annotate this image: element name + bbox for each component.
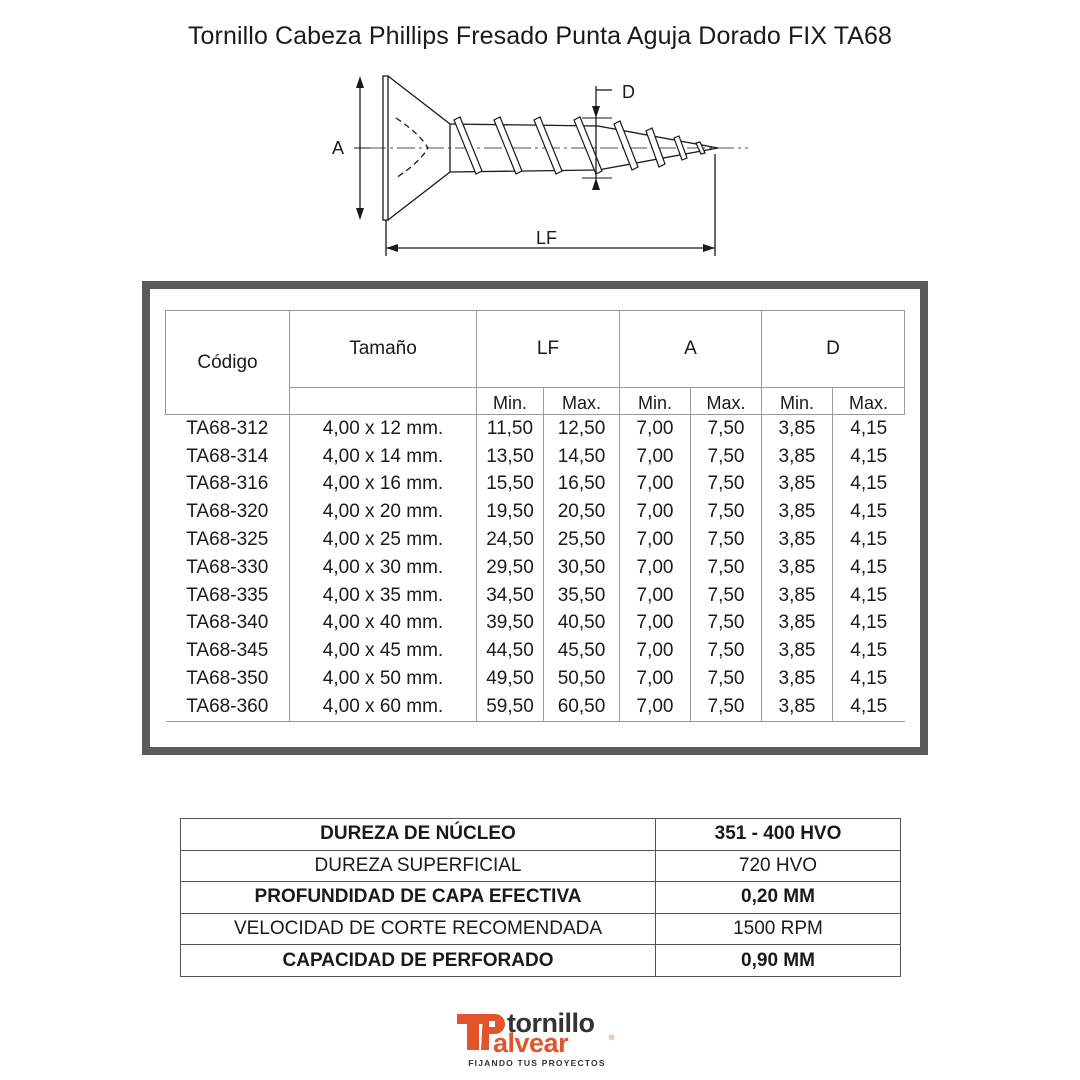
table-row xyxy=(166,693,905,721)
table-cell: 4,15 xyxy=(833,610,905,638)
property-value: 720 HVO xyxy=(656,850,901,882)
spec-table xyxy=(165,310,905,722)
table-cell: 3,85 xyxy=(762,693,833,721)
table-cell: 7,50 xyxy=(691,610,762,638)
table-cell: 3,85 xyxy=(762,554,833,582)
table-cell: 4,00 x 20 mm. xyxy=(290,498,477,526)
table-cell: 3,85 xyxy=(762,415,833,443)
table-cell: 4,00 x 14 mm. xyxy=(290,443,477,471)
logo-tagline: FIJANDO TUS PROYECTOS xyxy=(468,1058,606,1068)
table-cell: TA68-360 xyxy=(166,693,290,721)
header-a-min: Min. xyxy=(620,388,691,415)
table-cell: 19,50 xyxy=(477,498,544,526)
table-cell: 3,85 xyxy=(762,443,833,471)
table-cell: 7,00 xyxy=(620,693,691,721)
table-row xyxy=(166,471,905,499)
header-a-max: Max. xyxy=(691,388,762,415)
table-cell: TA68-330 xyxy=(166,554,290,582)
table-cell: 7,00 xyxy=(620,443,691,471)
table-cell: 7,50 xyxy=(691,637,762,665)
table-cell: 34,50 xyxy=(477,582,544,610)
table-row xyxy=(166,610,905,638)
table-cell: 30,50 xyxy=(544,554,620,582)
table-cell: 4,00 x 16 mm. xyxy=(290,471,477,499)
table-cell: 7,50 xyxy=(691,665,762,693)
property-row xyxy=(181,882,901,914)
table-row xyxy=(166,443,905,471)
header-d: D xyxy=(762,311,905,388)
header-d-min: Min. xyxy=(762,388,833,415)
table-cell: 4,15 xyxy=(833,693,905,721)
table-cell: 14,50 xyxy=(544,443,620,471)
table-cell: 3,85 xyxy=(762,637,833,665)
table-cell: 4,00 x 50 mm. xyxy=(290,665,477,693)
header-size-sub xyxy=(290,388,477,415)
table-cell: TA68-350 xyxy=(166,665,290,693)
table-cell: 4,00 x 45 mm. xyxy=(290,637,477,665)
property-value: 0,20 MM xyxy=(656,882,901,914)
property-row xyxy=(181,850,901,882)
dimension-label-lf: LF xyxy=(536,228,558,248)
table-cell: 7,00 xyxy=(620,554,691,582)
table-cell: TA68-325 xyxy=(166,526,290,554)
table-cell: 4,15 xyxy=(833,498,905,526)
table-cell: 12,50 xyxy=(544,415,620,443)
table-cell: 44,50 xyxy=(477,637,544,665)
table-cell: 4,00 x 60 mm. xyxy=(290,693,477,721)
table-cell: 3,85 xyxy=(762,582,833,610)
property-value: 351 - 400 HVO xyxy=(656,819,901,851)
header-code: Código xyxy=(166,311,290,415)
table-cell: 45,50 xyxy=(544,637,620,665)
table-cell: 11,50 xyxy=(477,415,544,443)
property-label: DUREZA SUPERFICIAL xyxy=(181,850,656,882)
brand-logo xyxy=(457,1008,627,1070)
logo-registered: ® xyxy=(609,1035,615,1042)
table-cell: 4,00 x 25 mm. xyxy=(290,526,477,554)
table-cell: 7,00 xyxy=(620,415,691,443)
table-cell: 4,15 xyxy=(833,443,905,471)
table-cell: 7,50 xyxy=(691,471,762,499)
table-cell: 16,50 xyxy=(544,471,620,499)
table-cell: TA68-312 xyxy=(166,415,290,443)
header-size: Tamaño xyxy=(290,311,477,388)
table-cell: 4,00 x 40 mm. xyxy=(290,610,477,638)
property-row xyxy=(181,819,901,851)
table-cell: 4,00 x 30 mm. xyxy=(290,554,477,582)
table-cell: 4,15 xyxy=(833,415,905,443)
table-cell: 49,50 xyxy=(477,665,544,693)
table-cell: 7,50 xyxy=(691,582,762,610)
property-value: 0,90 MM xyxy=(656,945,901,977)
table-cell: 7,50 xyxy=(691,443,762,471)
table-cell: 39,50 xyxy=(477,610,544,638)
table-row xyxy=(166,498,905,526)
header-lf-max: Max. xyxy=(544,388,620,415)
property-row xyxy=(181,913,901,945)
table-cell: 3,85 xyxy=(762,471,833,499)
properties-table xyxy=(180,818,901,977)
table-cell: 7,00 xyxy=(620,498,691,526)
table-row xyxy=(166,554,905,582)
page-title: Tornillo Cabeza Phillips Fresado Punta Aguja Dorado FIX TA68 xyxy=(187,22,893,50)
header-lf: LF xyxy=(477,311,620,388)
spec-table-body xyxy=(166,415,905,722)
table-cell: TA68-316 xyxy=(166,471,290,499)
table-row xyxy=(166,582,905,610)
table-cell: 7,00 xyxy=(620,610,691,638)
table-cell: 7,00 xyxy=(620,637,691,665)
table-cell: 4,00 x 35 mm. xyxy=(290,582,477,610)
table-cell: 7,50 xyxy=(691,693,762,721)
table-row xyxy=(166,415,905,443)
table-cell: 35,50 xyxy=(544,582,620,610)
table-row xyxy=(166,665,905,693)
table-cell: 4,15 xyxy=(833,637,905,665)
header-d-max: Max. xyxy=(833,388,905,415)
table-cell: 3,85 xyxy=(762,526,833,554)
table-cell: 4,15 xyxy=(833,582,905,610)
logo-word-bottom: alvear xyxy=(493,1028,569,1058)
table-cell: 4,15 xyxy=(833,554,905,582)
property-label: VELOCIDAD DE CORTE RECOMENDADA xyxy=(181,913,656,945)
table-cell: 40,50 xyxy=(544,610,620,638)
table-cell: 7,50 xyxy=(691,415,762,443)
table-cell: 50,50 xyxy=(544,665,620,693)
header-lf-min: Min. xyxy=(477,388,544,415)
table-cell: 7,50 xyxy=(691,554,762,582)
table-cell: TA68-320 xyxy=(166,498,290,526)
table-cell: 25,50 xyxy=(544,526,620,554)
table-cell: 20,50 xyxy=(544,498,620,526)
table-cell: 7,00 xyxy=(620,582,691,610)
property-label: DUREZA DE NÚCLEO xyxy=(181,819,656,851)
logo-word-top: tornillo xyxy=(507,1008,595,1038)
table-cell: 7,50 xyxy=(691,498,762,526)
table-cell: 7,00 xyxy=(620,526,691,554)
table-cell: 13,50 xyxy=(477,443,544,471)
dimension-label-a: A xyxy=(332,138,345,158)
table-cell: 4,15 xyxy=(833,471,905,499)
table-cell: 7,00 xyxy=(620,471,691,499)
header-a: A xyxy=(620,311,762,388)
dimension-label-d: D xyxy=(622,82,635,102)
screw-diagram xyxy=(320,68,760,268)
table-cell: TA68-335 xyxy=(166,582,290,610)
table-cell: 15,50 xyxy=(477,471,544,499)
table-row xyxy=(166,637,905,665)
property-label: PROFUNDIDAD DE CAPA EFECTIVA xyxy=(181,882,656,914)
table-cell: 4,15 xyxy=(833,526,905,554)
table-cell: 60,50 xyxy=(544,693,620,721)
property-label: CAPACIDAD DE PERFORADO xyxy=(181,945,656,977)
table-cell: 3,85 xyxy=(762,498,833,526)
table-cell: TA68-340 xyxy=(166,610,290,638)
table-cell: 29,50 xyxy=(477,554,544,582)
table-row xyxy=(166,526,905,554)
table-cell: 4,15 xyxy=(833,665,905,693)
table-cell: 7,00 xyxy=(620,665,691,693)
table-cell: 24,50 xyxy=(477,526,544,554)
table-cell: 3,85 xyxy=(762,665,833,693)
table-cell: 4,00 x 12 mm. xyxy=(290,415,477,443)
table-cell: 3,85 xyxy=(762,610,833,638)
table-cell: 7,50 xyxy=(691,526,762,554)
table-cell: 59,50 xyxy=(477,693,544,721)
table-cell: TA68-314 xyxy=(166,443,290,471)
property-row xyxy=(181,945,901,977)
property-value: 1500 RPM xyxy=(656,913,901,945)
table-cell: TA68-345 xyxy=(166,637,290,665)
